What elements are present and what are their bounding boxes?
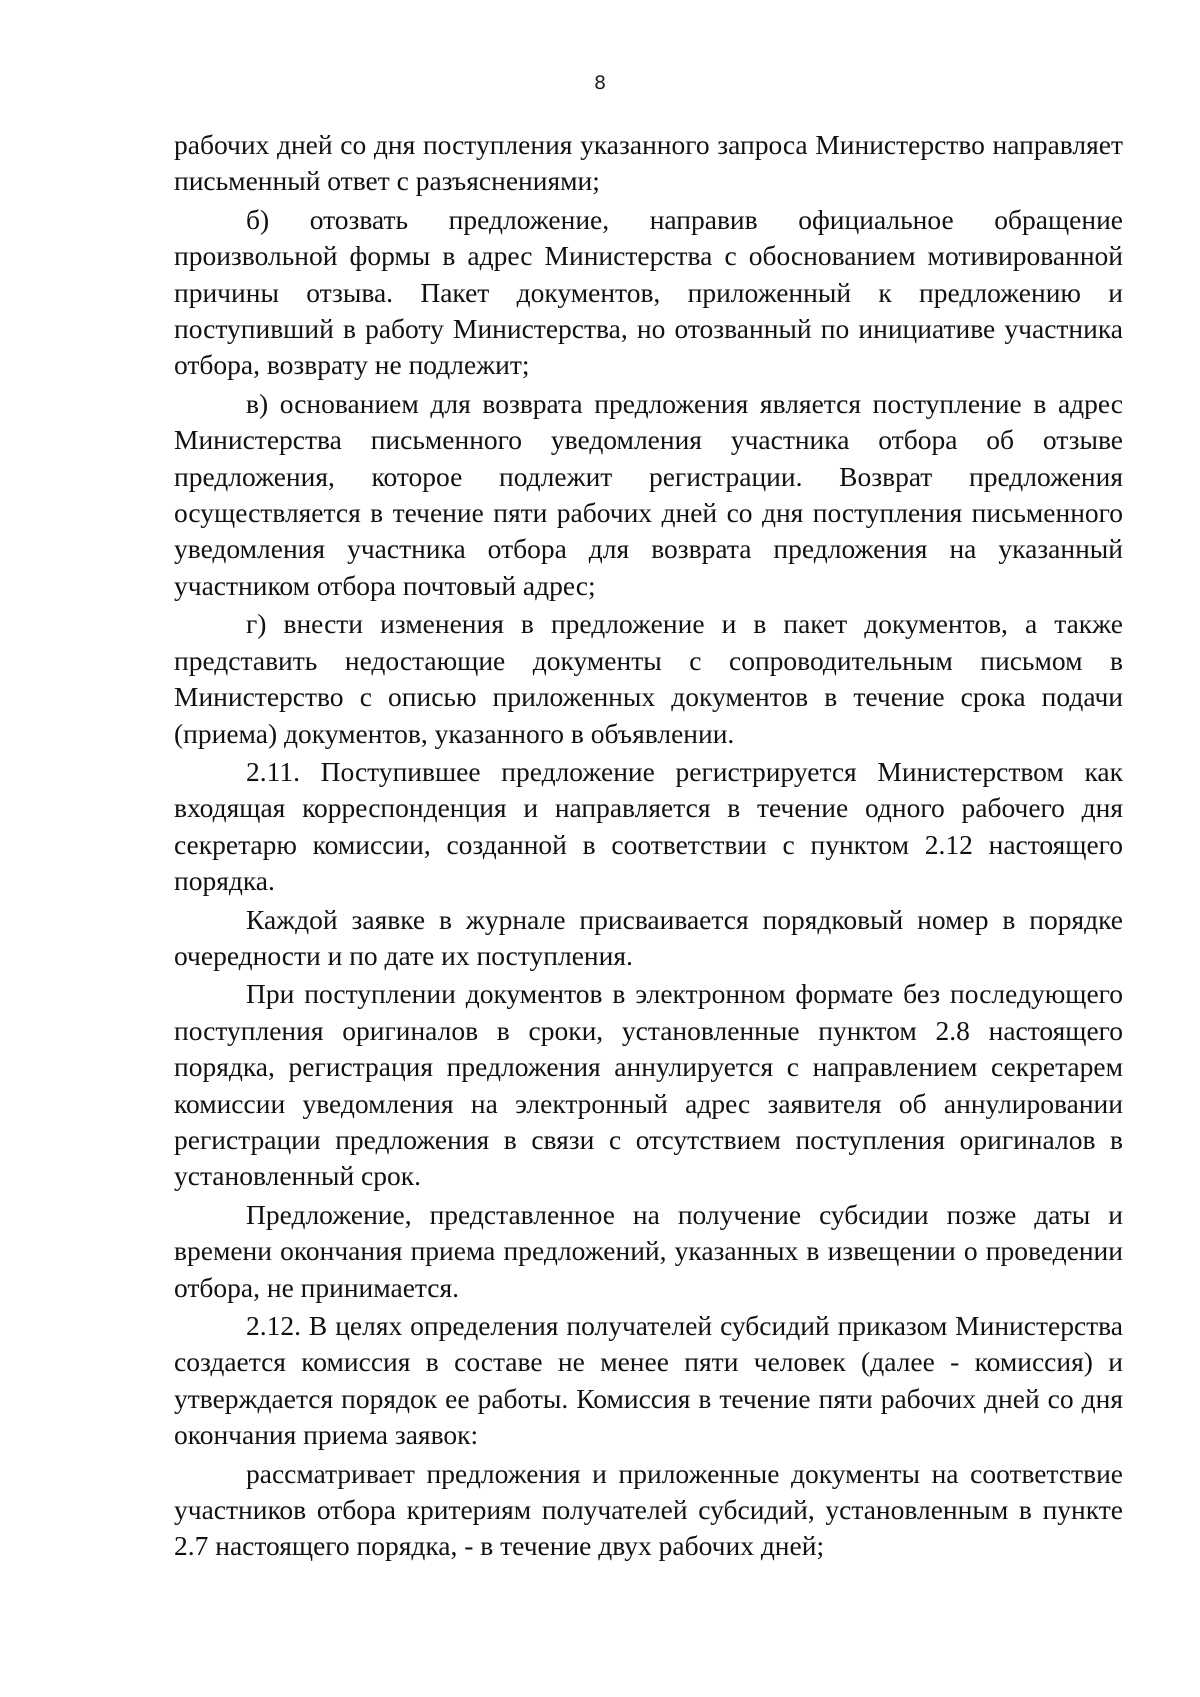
paragraph-review: рассматривает предложения и приложенные документы на соответствие участников отбора критериям получателей субсидий, установленным в пункте 2.7 настоящего порядка, - в течение двух рабочих дней; (174, 1457, 1123, 1562)
paragraph-clause-2-12: 2.12. В целях определения получателей субсидий приказом Министерства создается комиссия в составе не менее пяти человек (далее - комиссия) и утверждается порядок ее работы. Комиссия в течение пяти рабочих дней со дня окончания приема заявок: (174, 1310, 1123, 1451)
paragraph-item-v: в) основанием для возврата предложения является поступление в адрес Министерства письменного уведомления участника отбора об отзыве предложения, которое подлежит регистрации. Возврат предложения осуществляется в течение пяти рабочих дней со дня поступления письменного уведомления участника отбора для возврата предложения на указанный участником отбора почтовый адрес; (174, 387, 1123, 601)
page-number: 8 (593, 72, 607, 94)
paragraph-journal-numbering: Каждой заявке в журнале присваивается порядковый номер в порядке очередности и по дате их поступления. (174, 903, 1123, 971)
paragraph-electronic-documents: При поступлении документов в электронном формате без последующего поступления оригиналов в сроки, установленные пунктом 2.8 настоящего порядка, регистрация предложения аннулируется с направлением секретарем комиссии уведомления на электронный адрес заявителя об аннулировании регистрации предложения в связи с отсутствием поступления оригиналов в установленный срок. (174, 978, 1123, 1192)
document-body (174, 127, 1123, 1565)
paragraph-continuation: рабочих дней со дня поступления указанного запроса Министерство направляет письменный ответ с разъяснениями; (174, 129, 1123, 197)
paragraph-item-g: г) внести изменения в предложение и в пакет документов, а также представить недостающие документы с сопроводительным письмом в Министерство с описью приложенных документов в течение срока подачи (приема) документов, указанного в объявлении. (174, 608, 1123, 749)
paragraph-clause-2-11: 2.11. Поступившее предложение регистрируется Министерством как входящая корреспонденция и направляется в течение одного рабочего дня секретарю комиссии, созданной в соответствии с пунктом 2.12 настоящего порядка. (174, 755, 1123, 897)
paragraph-late-submission: Предложение, представленное на получение субсидии позже даты и времени окончания приема предложений, указанных в извещении о проведении отбора, не принимается. (174, 1198, 1123, 1303)
paragraph-item-b: б) отозвать предложение, направив официальное обращение произвольной формы в адрес Министерства с обоснованием мотивированной причины отзыва. Пакет документов, приложенный к предложению и поступивший в работу Министерства, но отозванный по инициативе участника отбора, возврату не подлежит; (174, 203, 1123, 381)
